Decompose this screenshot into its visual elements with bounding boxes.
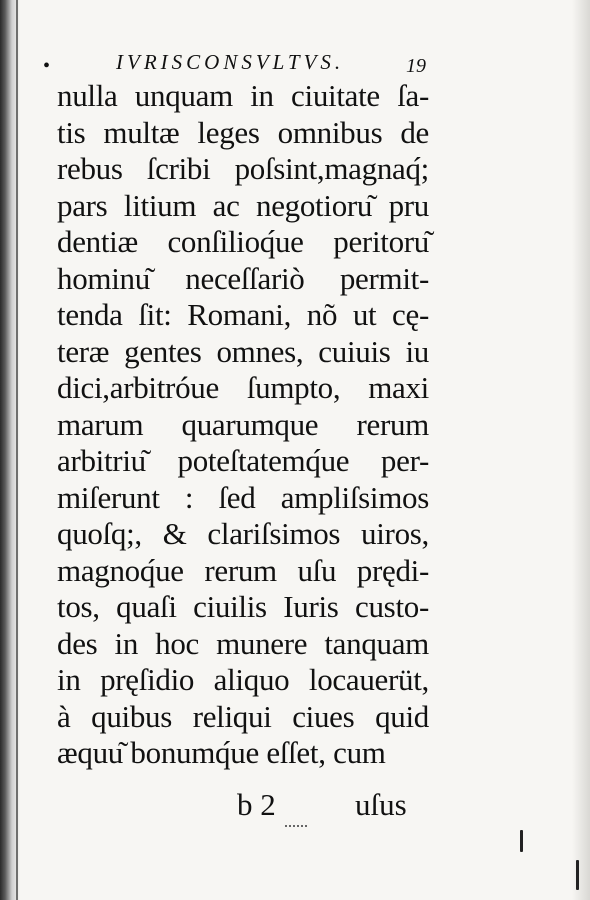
- page-header: [38, 48, 438, 78]
- footer-line: [57, 787, 429, 827]
- text-line: dici,arbitróue ſumpto, maxi: [57, 370, 429, 405]
- footer-dots: [285, 825, 307, 829]
- edge-ink-mark: [576, 860, 579, 890]
- text-line: à quibus reliqui ciues quid: [57, 698, 429, 734]
- page-number: 19: [406, 55, 426, 77]
- catchword: uſus: [355, 787, 407, 822]
- text-line: quoſq;, & clariſsimos uiros,: [57, 516, 429, 551]
- text-line: dentiæ conſilioq́ue peritoru͂: [57, 224, 429, 259]
- text-line: miſerunt : ſed ampliſsimos: [57, 479, 429, 515]
- text-line: des in hoc munere tanquam: [57, 625, 429, 661]
- text-line: teræ gentes omnes, cuiuis iu: [57, 333, 429, 369]
- text-line: tenda ſit: Romani, nõ ut cę-: [57, 297, 429, 332]
- text-line: rebus ſcribi poſsint,magnaq́;: [57, 151, 429, 186]
- text-line: nulla unquam in ciuitate ſa-: [57, 78, 429, 113]
- binding-edge-line: [16, 0, 18, 900]
- body-text: [57, 78, 429, 772]
- text-line: magnoq́ue rerum uſu prędi-: [57, 552, 429, 588]
- text-line: arbitriu͂ poteſtatemq́ue per-: [57, 443, 429, 478]
- header-mark: •: [43, 55, 51, 77]
- running-title: IVRISCONSVLTVS.: [116, 50, 345, 74]
- text-line: hominu͂ neceſſariò permit-: [57, 260, 429, 296]
- text-line: pars litium ac negotioru͂ pru: [57, 187, 429, 223]
- text-line: æquu͂ bonumq́ue eſſet, cum: [57, 735, 386, 770]
- edge-ink-mark: [520, 830, 523, 852]
- text-line: tis multæ leges omnibus de: [57, 114, 429, 150]
- text-line: marum quarumque rerum: [57, 406, 429, 442]
- text-line: in pręſidio aliquo locauerüt,: [57, 662, 429, 697]
- signature-mark: b 2: [237, 787, 276, 822]
- page-right-edge: [572, 0, 590, 900]
- text-line: tos, quaſi ciuilis Iuris custo-: [57, 589, 429, 624]
